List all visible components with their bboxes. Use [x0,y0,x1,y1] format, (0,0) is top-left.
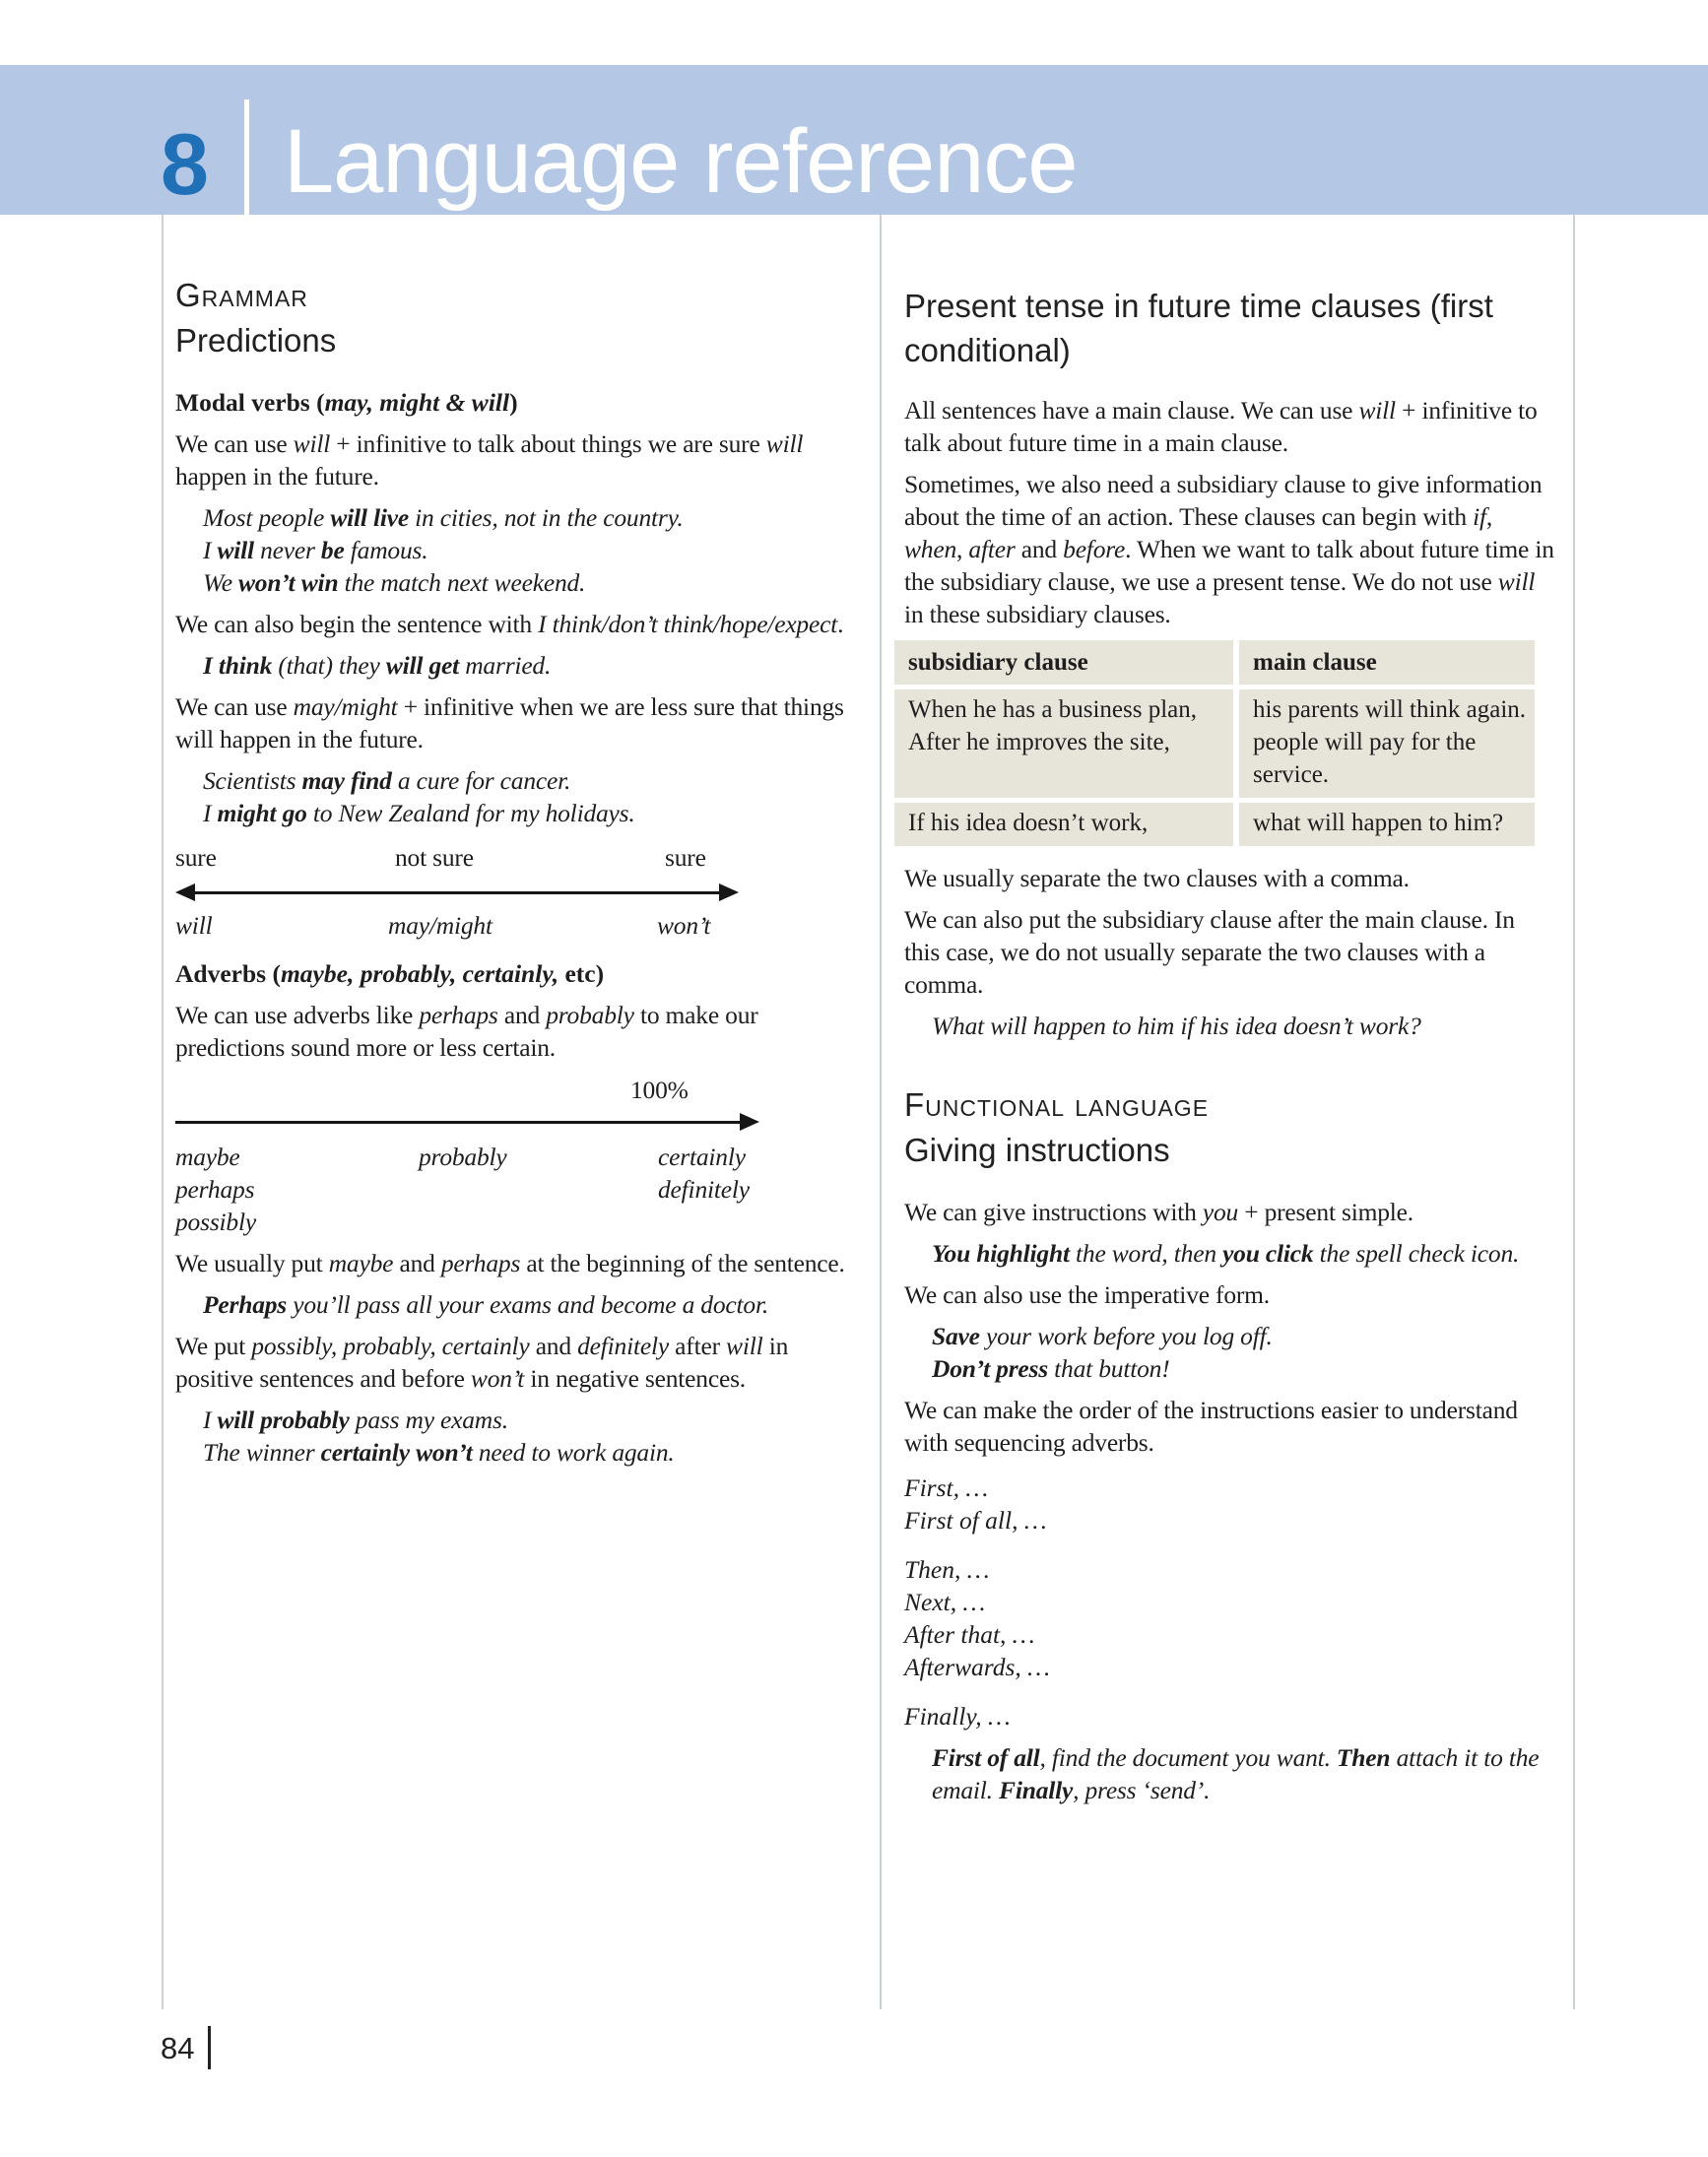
adverbs-intro: We can use adverbs like perhaps and probably to make our predictions sound more or less certain. [175,1001,758,1062]
percent-label: 100% [630,1076,689,1104]
table-row-group [894,689,1535,798]
table-cell-subsidiary: When he has a business plan, After he improves the site, [894,689,1233,798]
reorder-example: What will happen to him if his idea doesn’t work? [932,1012,1421,1040]
certainty-scale-arrow [175,876,739,911]
probability-scale-arrow [175,1105,759,1141]
think-example: I think (that) they will get married. [203,651,552,680]
probability-adverb-columns [175,1141,759,1238]
imperative-intro: We can also use the imperative form. [904,1280,1270,1309]
present-simple-example: You highlight the word, then you click the spell check icon. [932,1239,1520,1268]
sequencers-middle: Then, … Next, … After that, … Afterwards, … [904,1555,1050,1681]
left-margin-rule [162,215,164,2009]
position-example: Perhaps you’ll pass all your exams and become a doctor. [203,1290,769,1319]
grammar-kicker: Grammar [175,277,308,313]
probability-percent-row [175,1076,759,1105]
arrow-left-head-icon [175,883,195,901]
certainty-label-not-sure: not sure [395,843,474,872]
functional-topic: Giving instructions [904,1132,1170,1168]
arrow-shaft [189,891,725,894]
functional-kicker: Functional language [904,1086,1210,1123]
think-intro: We can also begin the sentence with I think/don’t think/hope/expect. [175,610,844,638]
certainty-label-sure-right: sure [665,843,706,872]
certainty-scale-top-labels [175,843,739,876]
certainty-label-wont: won’t [657,911,711,940]
conditional-table [894,640,1535,846]
comma-note: We usually separate the two clauses with a comma. [904,864,1410,892]
arrow-right-head-icon [740,1113,759,1131]
imperative-examples: Save your work before you log off. Don’t press that button! [932,1322,1273,1383]
unit-header-band [0,65,1708,215]
page-number-bar [208,2026,211,2069]
certainty-label-will: will [175,911,213,940]
modal-verbs-intro: We can use will + infinitive to talk about things we are sure will happen in the future. [175,429,804,490]
position-intro: We usually put maybe and perhaps at the beginning of the sentence. [175,1249,845,1277]
may-might-examples: Scientists may find a cure for cancer. I might go to New Zealand for my holidays. [203,766,635,827]
certainty-label-may-might: may/might [388,911,493,940]
certainty-scale [175,843,739,944]
sequencing-intro: We can make the order of the instructions easier to understand with sequencing adverbs. [904,1396,1518,1457]
page-number: 84 [161,2031,195,2065]
table-cell-main: his parents will think again. people will pay for the service. [1239,689,1535,798]
table-header-subsidiary: subsidiary clause [894,640,1233,685]
page-title: Language reference [284,110,1078,212]
order-examples: I will probably pass my exams. The winner certainly won’t need to work again. [203,1405,675,1467]
sequencing-example: First of all, find the document you want. Then attach it to the email. Finally, press ‘send’. [932,1743,1540,1804]
table-header-main: main clause [1239,640,1535,685]
order-intro: We put possibly, probably, certainly and definitely after will in positive sentences and before won’t in negative sentences. [175,1332,789,1393]
may-might-intro: We can use may/might + infinitive when we are less sure that things will happen in the future. [175,692,844,753]
certainty-label-sure-left: sure [175,843,217,872]
table-cell-subsidiary: If his idea doesn’t work, [894,803,1233,846]
conditional-heading: Present tense in future time clauses (first conditional) [904,288,1493,368]
probability-column-mid: probably [419,1143,507,1171]
unit-number: 8 [161,115,209,214]
probability-column-low: maybe perhaps possibly [175,1143,256,1236]
sequencers-final: Finally, … [904,1702,1011,1731]
arrow-shaft [175,1121,746,1124]
present-simple-intro: We can give instructions with you + present simple. [904,1198,1413,1226]
grammar-section [175,278,860,1469]
probability-scale [175,1076,759,1238]
modal-verbs-examples: Most people will live in cities, not in the country. I will never be famous. We won’t win the match next weekend. [203,503,684,597]
sequencers-first: First, … First of all, … [904,1473,1047,1535]
adverbs-heading: Adverbs (maybe, probably, certainly, etc) [175,959,605,988]
header-divider-bar [244,99,249,215]
grammar-topic: Predictions [175,322,337,359]
modal-verbs-heading: Modal verbs (may, might & will) [175,388,518,417]
arrow-right-head-icon [719,883,739,901]
table-header-row [894,640,1535,685]
table-row-group [894,803,1535,846]
probability-column-high: certainly definitely [658,1143,750,1204]
right-column [904,278,1554,1806]
table-cell-main: what will happen to him? [1239,803,1535,846]
reorder-note: We can also put the subsidiary clause after the main clause. In this case, we do not usually separate the two clauses with a comma. [904,905,1515,999]
certainty-scale-bottom-labels [175,911,739,944]
column-divider-rule [880,215,882,2009]
subsidiary-intro: Sometimes, we also need a subsidiary clause to give information about the time of an action. These clauses can begin with if, when, after and before. When we want to talk about future time in the subsidiary clause, we use a present tense. We do not use will in these subsidiary clauses. [904,470,1554,628]
conditional-intro: All sentences have a main clause. We can use will + infinitive to talk about future time in a main clause. [904,396,1538,457]
right-margin-rule [1573,215,1575,2009]
